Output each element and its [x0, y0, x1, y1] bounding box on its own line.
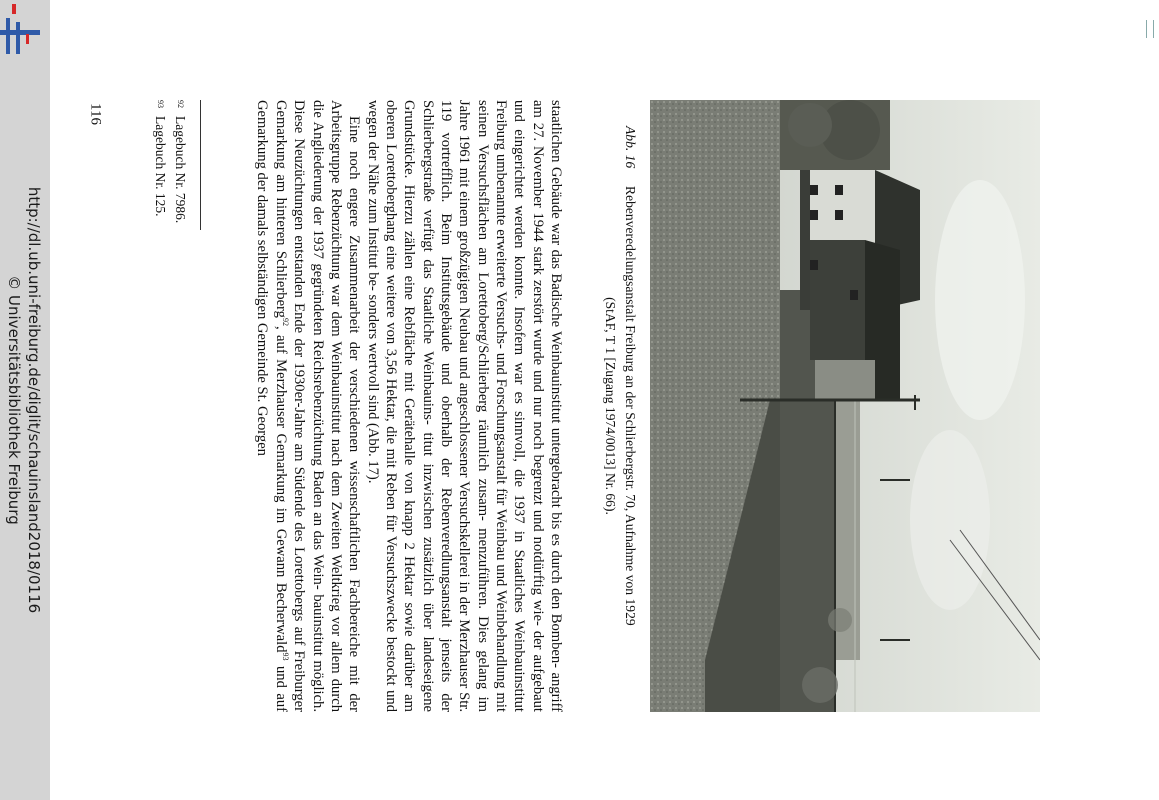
figure-label: Abb. 16 — [623, 126, 638, 169]
caption-line-2: (StAF, T 1 [Zugang 1974/0013] Nr. 66). — [603, 297, 618, 515]
footnote-ref-92: 92 — [280, 317, 290, 326]
page-number: 116 — [87, 103, 104, 125]
paragraph-2: Eine noch engere Zusammenarbeit der verschiedenen wissenschaftlichen Fachbereiche mit der Arbeitsgruppe Rebenzüchtung war dem Weinbauinstitut nach dem Zweiten Weltkrieg vor allem durch die Angliederung der 1937 gegründeten Reichsrebenzüchtung Baden an das Wein- bauinstitut möglich. Diese Neuzüchtungen entstanden Ende der 1930er-Jahre am Südende des Lorettobergs auf Freiburger Gemarkung am hinteren Schlierberg$^{92}$, auf Merzhauser Gemarkung im Gewann Becherwald$^{93}$ und auf Gemarkung der damals selbständigen Gemeinde St. Georgen — [254, 100, 363, 713]
footnote-divider — [200, 100, 201, 230]
document-url[interactable]: http://dl.ub.uni-freiburg.de/diglit/schauinsland2018/0116 — [25, 186, 43, 614]
footnote-92: $^{92}$Lagebuch Nr. 7986. — [173, 100, 188, 224]
caption-line-1: Rebenveredelungsanstalt Freiburg an der Schlierbergstr. 70, Aufnahme von 1929 — [623, 186, 638, 626]
viewer-sidebar — [0, 0, 50, 800]
footnote-93: $^{93}$Lagebuch Nr. 125. — [153, 100, 168, 217]
footnote-ref-93: 93 — [280, 652, 290, 661]
library-logo-icon — [0, 4, 44, 54]
body-text — [235, 100, 565, 712]
copyright-notice: © Universitätsbibliothek Freiburg — [5, 275, 23, 525]
figure-caption — [598, 100, 640, 712]
historic-building-photo — [650, 100, 1040, 712]
paragraph-1: staatlichen Gebäude war das Badische Weinbauinstitut untergebracht bis es durch den Bomben- angriff am 27. November 1944 stark zerstört wurde und nur noch begrenzt und notdürftig wie- der aufgebaut und eingerichtet werden konnte. Insofern war es sinnvoll, die 1937 in Staatliches Weinbauinstitut Freiburg umbenannte erweiterte Versuchs- und Forschungsanstalt für Weinbau und Weinbehandlung mit seinen Versuchsflächen am Lorettoberg/Schlierberg räumlich zusam- menzuführen. Dies gelang im Jahre 1961 mit einem großzügigen Neubau und angeschlossener Versuchskellerei in der Merzhauser Str. 119 vortrefflich. Beim Institutsgebäude und oberhalb der Rebenveredlungsanstalt jenseits der Schlierbergstraße verfügt das Staatliche Weinbauins- titut inzwischen zusätzlich über landeseigene Grundstücke. Hierzu zählen eine Rebfläche mit Gerätehalle von knapp 2 Hektar sowie darüber am oberen Lorettoberghang eine weitere von 3,56 Hektar, die mit Reben für Versuchszwecke bestockt und wegen der Nähe zum Institut be- sonders wertvoll sind (Abb. 17). — [364, 100, 564, 713]
viewer-edge-marker — [1146, 20, 1154, 38]
